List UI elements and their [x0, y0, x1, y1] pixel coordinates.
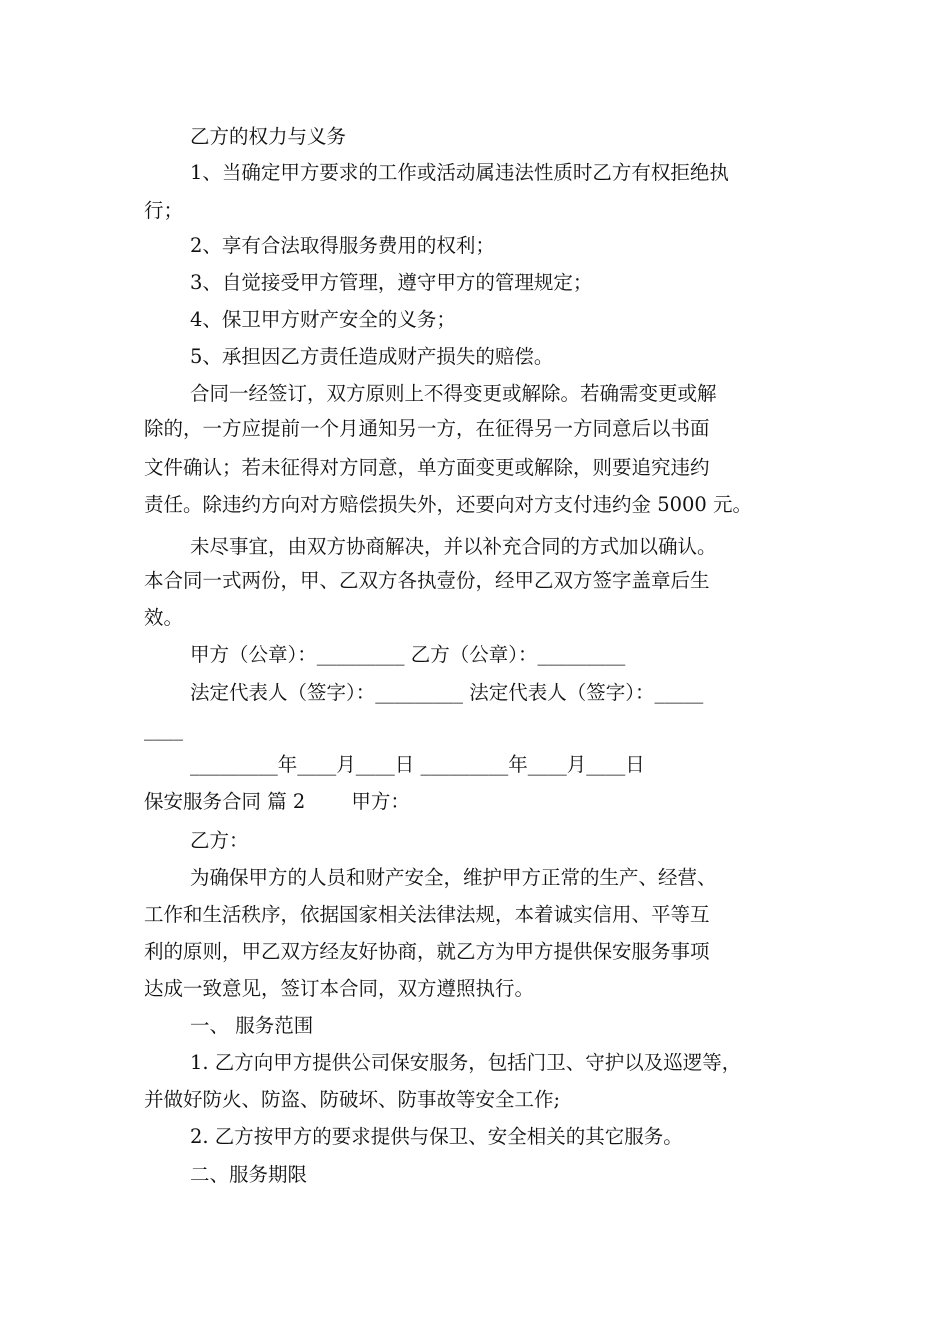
- paragraph-line: 1. 乙方向甲方提供公司保安服务，包括门卫、守护以及巡逻等，: [190, 1051, 742, 1074]
- section-heading: [144, 789, 410, 815]
- section-title: 保安服务合同 篇 2: [144, 790, 306, 813]
- paragraph-line: 3、自觉接受甲方管理，遵守甲方的管理规定；: [190, 271, 593, 294]
- signature-line: 法定代表人（签字）：_________ 法定代表人（签字）：_____: [190, 681, 704, 704]
- paragraph-line: 1、当确定甲方要求的工作或活动属违法性质时乙方有权拒绝执: [190, 161, 729, 184]
- paragraph-line: 效。: [144, 606, 184, 629]
- clause-heading-scope: 一、 服务范围: [190, 1014, 314, 1037]
- paragraph-line: 为确保甲方的人员和财产安全，维护甲方正常的生产、经营、: [190, 866, 717, 889]
- paragraph-line: 行；: [144, 199, 184, 222]
- paragraph-line: 2、享有合法取得服务费用的权利；: [190, 234, 495, 257]
- paragraph-line: 未尽事宜，由双方协商解决，并以补充合同的方式加以确认。: [190, 535, 717, 558]
- paragraph-line: 达成一致意见，签订本合同，双方遵照执行。: [144, 977, 535, 1000]
- paragraph-line: 5、承担因乙方责任造成财产损失的赔偿。: [190, 345, 554, 368]
- seal-line: 甲方（公章）：_________ 乙方（公章）：_________: [190, 643, 626, 666]
- party-b-label: 乙方：: [190, 829, 249, 852]
- paragraph-line: 利的原则，甲乙双方经友好协商，就乙方为甲方提供保安服务事项: [144, 940, 710, 963]
- paragraph-line: 2. 乙方按甲方的要求提供与保卫、安全相关的其它服务。: [190, 1125, 683, 1148]
- paragraph-line: 责任。除违约方向对方赔偿损失外，还要向对方支付违约金 5000 元。: [144, 493, 753, 516]
- paragraph-line: 并做好防火、防盗、防破坏、防事故等安全工作;: [144, 1088, 561, 1111]
- paragraph-line: 文件确认；若未征得对方同意，单方面变更或解除，则要追究违约: [144, 456, 710, 479]
- date-line: _________年____月____日 _________年____月____日: [190, 753, 645, 776]
- clause-heading-term: 二、服务期限: [190, 1163, 308, 1186]
- paragraph-line: 工作和生活秩序，依据国家相关法律法规，本着诚实信用、平等互: [144, 903, 710, 926]
- signature-line-continued: ____: [144, 718, 183, 741]
- paragraph-line: 4、保卫甲方财产安全的义务；: [190, 308, 456, 331]
- paragraph-line: 合同一经签订，双方原则上不得变更或解除。若确需变更或解: [190, 382, 717, 405]
- paragraph-line: 除的，一方应提前一个月通知另一方，在征得另一方同意后以书面: [144, 417, 710, 440]
- paragraph-line: 本合同一式两份，甲、乙双方各执壹份，经甲乙双方签字盖章后生: [144, 569, 710, 592]
- party-a-label: 甲方：: [351, 790, 410, 813]
- section-heading-rights: 乙方的权力与义务: [190, 125, 347, 148]
